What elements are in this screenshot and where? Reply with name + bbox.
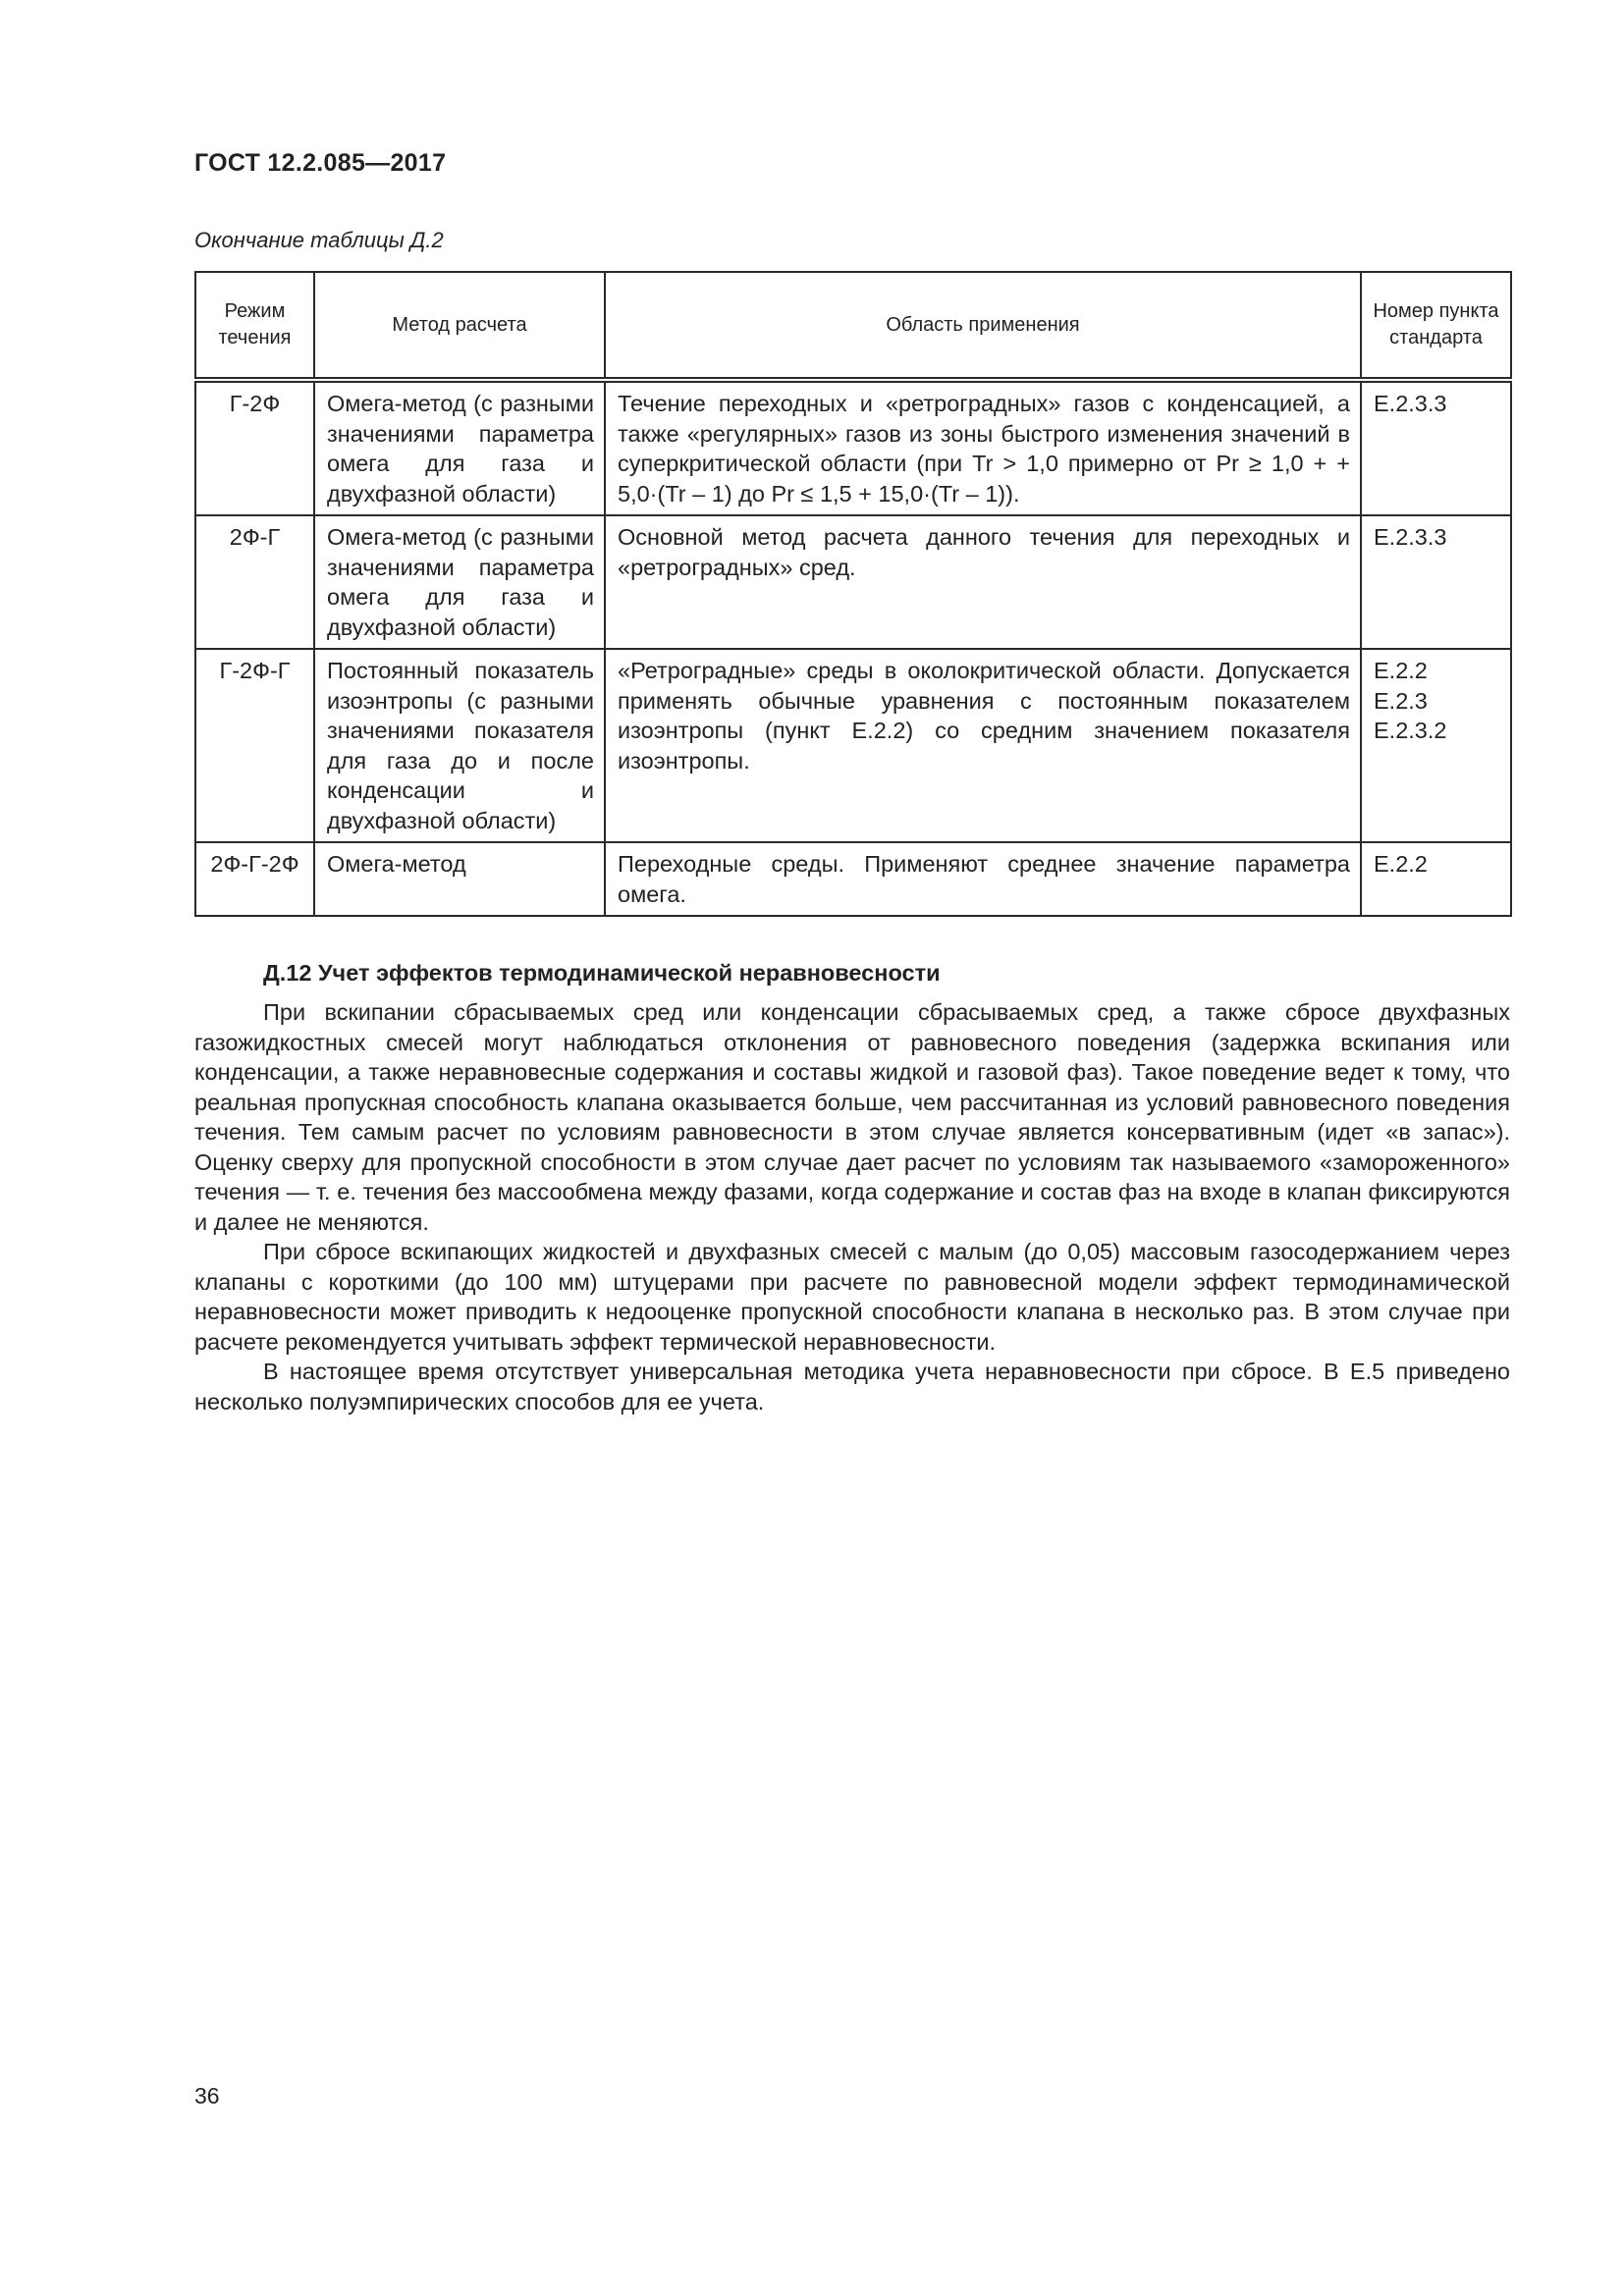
document-header: ГОСТ 12.2.085—2017: [194, 149, 447, 177]
clause-ref-list: Е.2.2 Е.2.3 Е.2.3.2: [1374, 658, 1447, 743]
paragraph: В настоящее время отсутствует универсальная методика учета неравновесности при сбросе. В Е.5 приведено несколько полуэмпирических способов для ее учета.: [194, 1359, 1510, 1415]
cell-flow-mode: Г-2Ф-Г: [195, 649, 314, 842]
cell-standard-clause: [1361, 649, 1511, 842]
section-heading: Д.12 Учет эффектов термодинамической неравновесности: [263, 960, 941, 986]
header-flow-mode: Режим течения: [195, 272, 314, 380]
page-number: 36: [194, 2083, 220, 2109]
header-calc-method: Метод расчета: [314, 272, 605, 380]
cell-standard-clause: Е.2.3.3: [1361, 380, 1511, 515]
cell-standard-clause: Е.2.2: [1361, 842, 1511, 916]
table-row: [195, 380, 1511, 515]
header-standard-clause: Номер пункта стандарта: [1361, 272, 1511, 380]
table-row: [195, 515, 1511, 649]
cell-application-scope: Переходные среды. Применяют среднее значение параметра омега.: [605, 842, 1361, 916]
cell-calc-method: Омега-метод: [314, 842, 605, 916]
cell-calc-method: Постоянный показатель изоэнтропы (с разными значениями показателя для газа до и после конденсации и двухфазной области): [314, 649, 605, 842]
table-row: [195, 842, 1511, 916]
cell-flow-mode: 2Ф-Г-2Ф: [195, 842, 314, 916]
calculation-methods-table: [194, 271, 1512, 917]
paragraph: При сбросе вскипающих жидкостей и двухфазных смесей с малым (до 0,05) массовым газосодержанием через клапаны с короткими (до 100 мм) штуцерами при расчете по равновесной модели эффект термодинамической неравновесности может приводить к недооценке пропускной способности клапана в несколько раз. В этом случае при расчете рекомендуется учитывать эффект термической неравновесности.: [194, 1239, 1510, 1355]
cell-application-scope: Основной метод расчета данного течения для переходных и «ретроградных» сред.: [605, 515, 1361, 649]
cell-flow-mode: 2Ф-Г: [195, 515, 314, 649]
paragraph: При вскипании сбрасываемых сред или конденсации сбрасываемых сред, а также сбросе двухфазных газожидкостных смесей могут наблюдаться отклонения от равновесного поведения (задержка вскипания или конденсации, а также неравновесные содержания и составы жидкой и газовой фаз). Такое поведение ведет к тому, что реальная пропускная способность клапана оказывается больше, чем рассчитанная из условий равновесного поведения течения. Тем самым расчет по условиям равновесности в этом случае является консервативным (идет «в запас»). Оценку сверху для пропускной способности в этом случае дает расчет по условиям так называемого «замороженного» течения — т. е. течения без массообмена между фазами, когда содержание и состав фаз на входе в клапан фиксируются и далее не меняются.: [194, 999, 1510, 1235]
cell-application-scope: [605, 380, 1361, 515]
table-row: [195, 649, 1511, 842]
cell-standard-clause: Е.2.3.3: [1361, 515, 1511, 649]
section-body: [194, 997, 1510, 1416]
header-application-scope: Область применения: [605, 272, 1361, 380]
cell-application-scope: «Ретроградные» среды в околокритической области. Допускается применять обычные уравнения с постоянным показателем изоэнтропы (пункт Е.2.2) со средним значением показателя изоэнтропы.: [605, 649, 1361, 842]
cell-calc-method: Омега-метод (с разными значениями параметра омега для газа и двухфазной области): [314, 515, 605, 649]
scope-text: Течение переходных и «ретроградных» газов с конденсацией, а также «регулярных» газов из зоны быстрого изменения значений в суперкритической области (при Tr > 1,0 примерно от Pr ≥ 1,0 + + 5,0·(Tr – 1) до Pr ≤ 1,5 + 15,0·(Tr – 1)).: [618, 391, 1350, 507]
cell-flow-mode: Г-2Ф: [195, 380, 314, 515]
table-header-row: [195, 272, 1511, 380]
table-caption: Окончание таблицы Д.2: [194, 228, 444, 252]
cell-calc-method: Омега-метод (с разными значениями параметра омега для газа и двухфазной области): [314, 380, 605, 515]
